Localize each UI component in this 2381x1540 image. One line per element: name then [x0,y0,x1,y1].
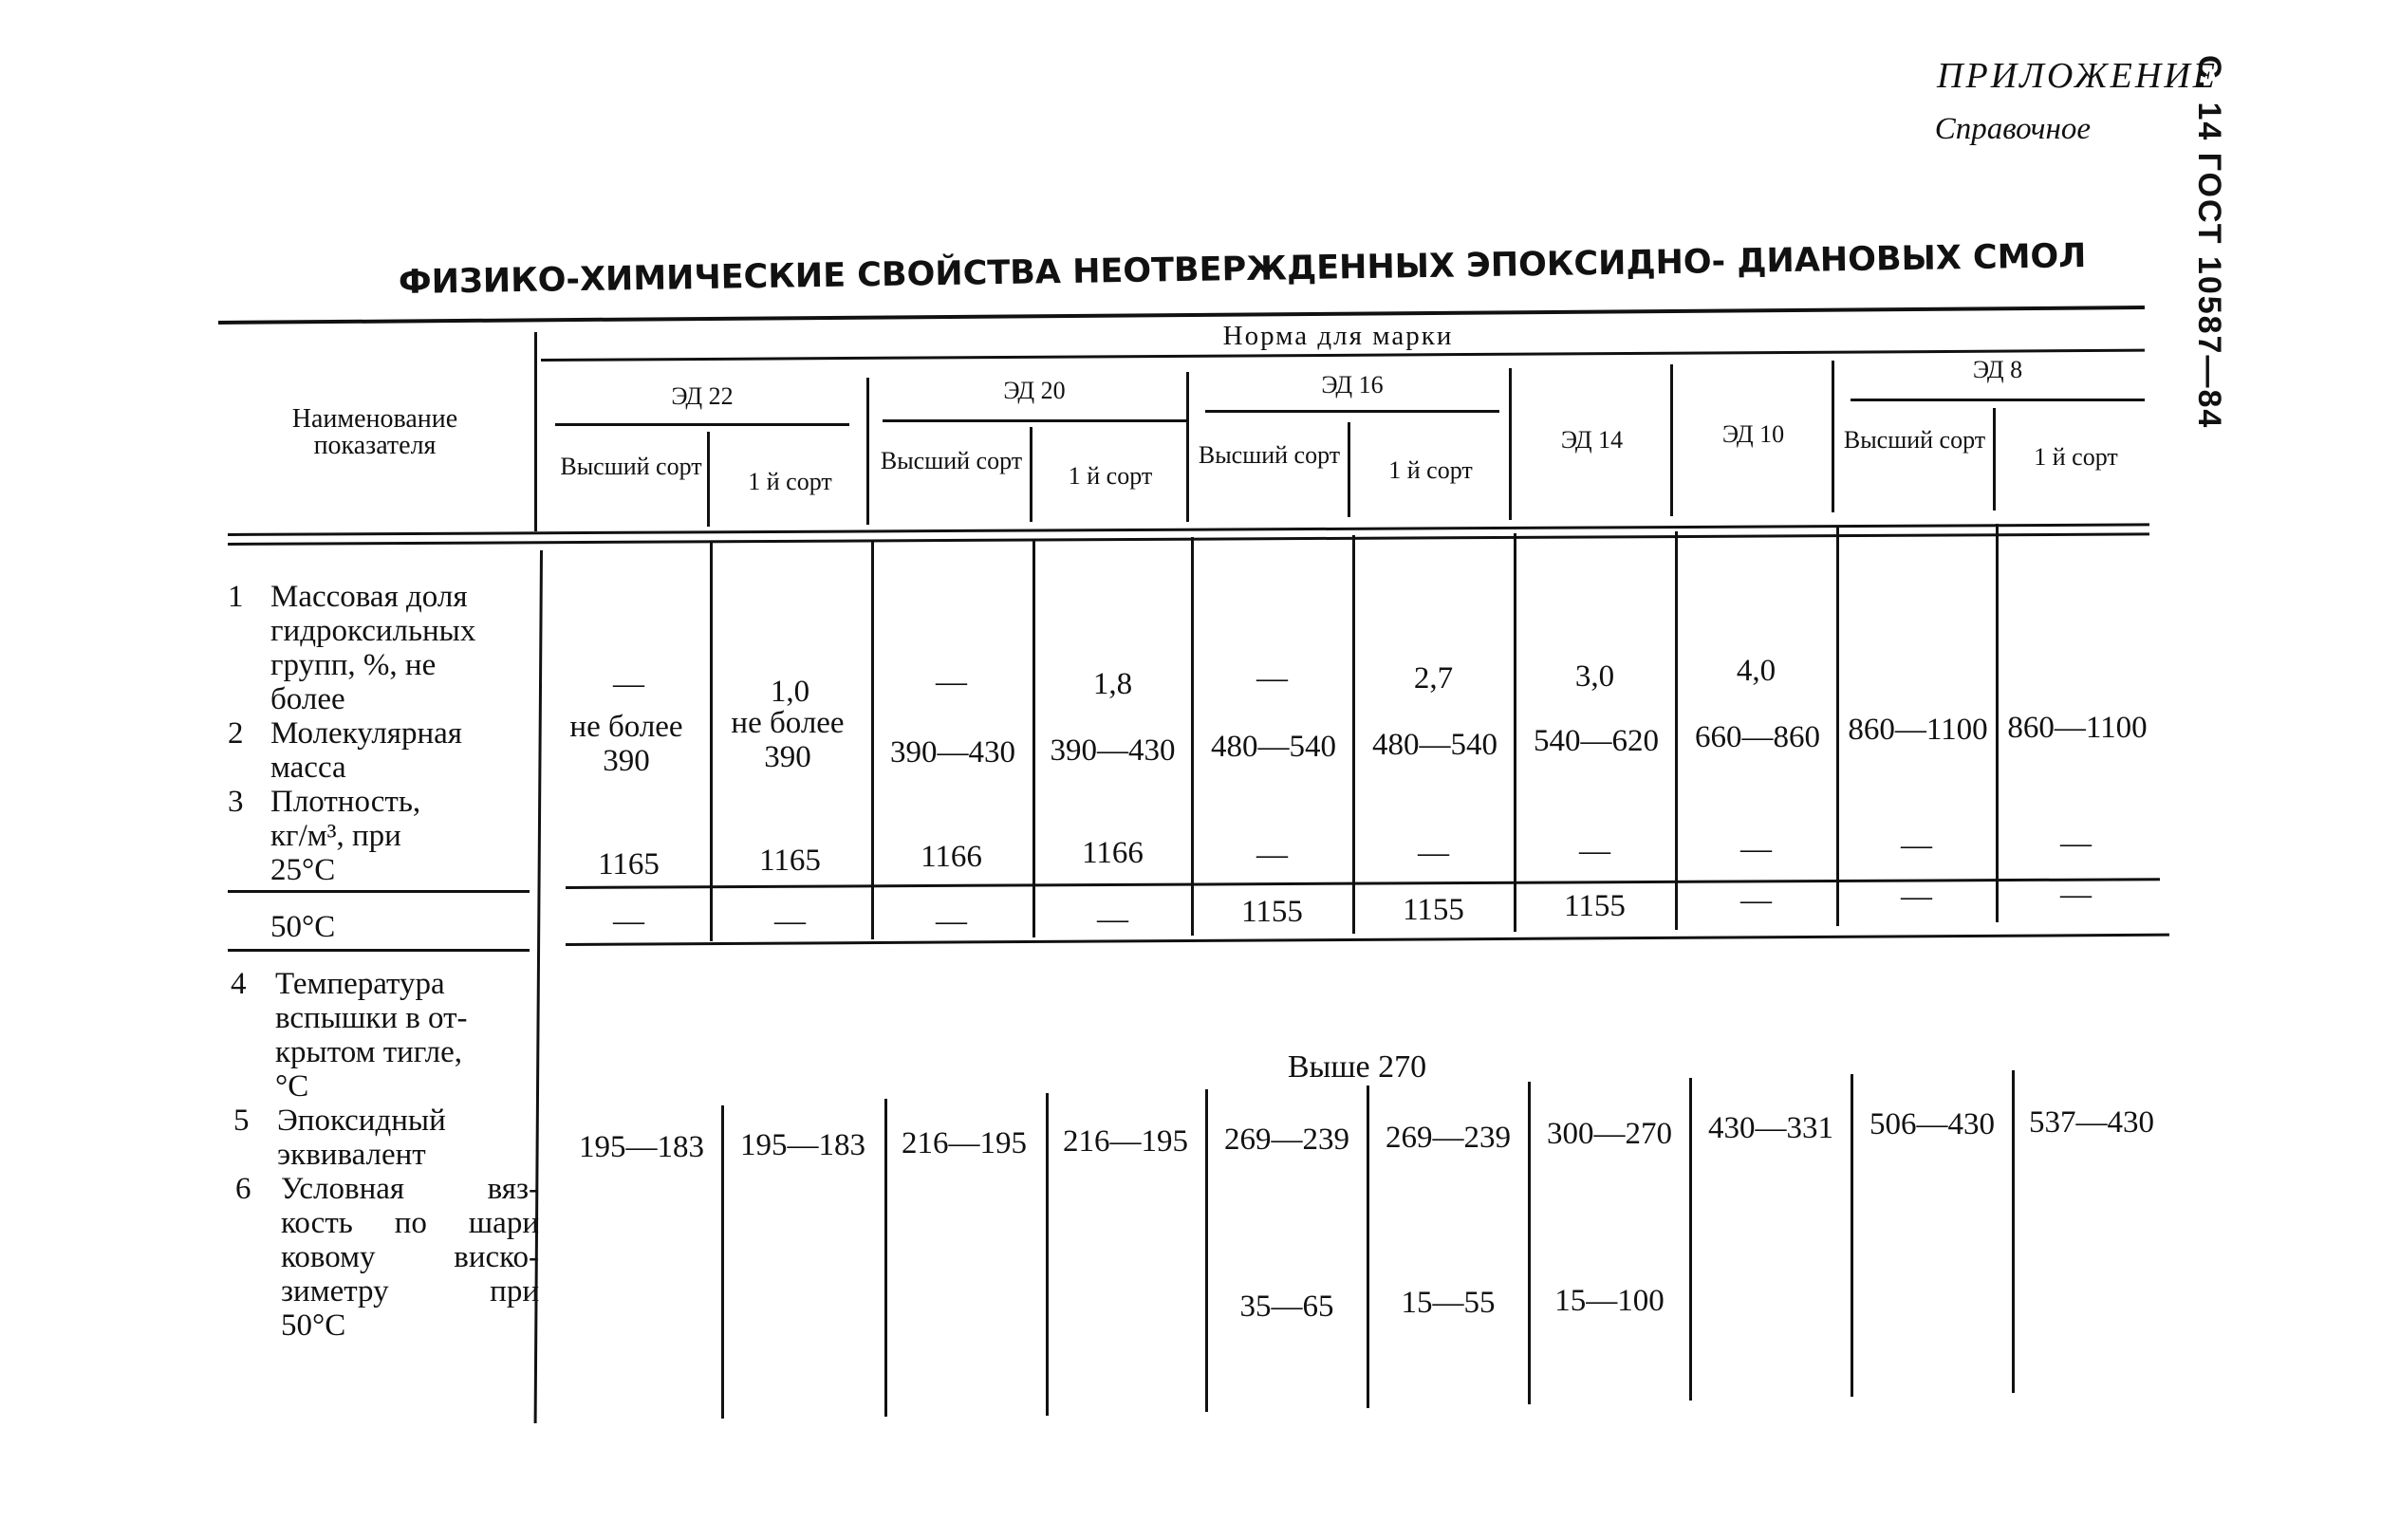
row-name-line: зиметру при [281,1274,539,1308]
sort-header: Высший сорт [880,447,1023,474]
value-cell: 1155 [1564,889,1626,923]
value-cell: 269—239 [1386,1121,1511,1155]
row3b-under-rule [228,949,530,952]
value-cell: — [1097,902,1128,937]
value-cell: 1155 [1403,893,1464,927]
value-cell: 1,8 [1092,667,1133,701]
row-name-line: эквивалент [277,1138,426,1172]
grade-ed14: ЭД 14 [1560,426,1624,454]
appendix-sublabel: Справочное [1934,112,2091,146]
row-name-line: °С [275,1069,309,1104]
ed20-rule [883,419,1186,422]
value-cell: 537—430 [2029,1105,2154,1140]
value-cell: 195—183 [579,1130,704,1164]
grade-ed8: ЭД 8 [1972,356,2023,383]
row-number: 3 [228,785,244,819]
value-cell: 1166 [1082,836,1144,870]
value-cell: 216—195 [1063,1124,1188,1159]
value-cell: — [1256,661,1288,696]
row-name-line: групп, %, не [270,648,437,682]
value-cell: — [613,667,644,701]
title-rule [218,306,2145,325]
value-cell: 4,0 [1736,654,1776,688]
document-title: ФИЗИКО-ХИМИЧЕСКИЕ СВОЙСТВА НЕОТВЕРЖДЕННЫХ ЭПОКСИДНО- ДИАНОВЫХ СМОЛ [398,237,2087,302]
value-cell: — [1901,880,1932,914]
value-cell: 1165 [759,844,821,878]
appendix-label: ПРИЛОЖЕНИЕ [1937,56,2218,96]
value-cell: 506—430 [1869,1107,1995,1141]
sort-header: Высший сорт [1843,426,1986,454]
value-cell: — [2060,826,2092,861]
value-cell: 480—540 [1211,730,1336,764]
value-cell: 540—620 [1534,724,1659,758]
row-name-line: кг/м³, при [270,819,401,853]
sort-header: 1 й сорт [2034,443,2118,471]
value-cell: — [1418,836,1449,870]
value-cell: 300—270 [1547,1117,1672,1151]
value-cell: — [1901,828,1932,863]
value-cell: — [1256,838,1288,872]
value-cell: не более 390 [731,706,845,774]
value-cell: 3,0 [1574,659,1615,694]
sort-header: 1 й сорт [1388,456,1473,484]
row-name-line: Массовая доля [270,580,468,614]
value-cell: 1166 [921,840,982,874]
hdr-vr [707,432,710,527]
row-name-line: Эпоксидный [277,1104,446,1138]
value-cell: 15—100 [1554,1284,1665,1318]
row-number: 5 [233,1104,250,1138]
hdr-vr [1832,361,1834,512]
norm-header: Норма для марки [1222,321,1454,351]
hdr-vr [1509,368,1512,520]
value-cell: — [1579,834,1610,868]
value-cell: 15—55 [1401,1286,1496,1320]
sort-header: 1 й сорт [748,468,832,495]
row-name-line: кость по шари [281,1206,539,1240]
value-cell: 390—430 [890,735,1015,770]
value-cell: — [613,904,644,938]
row-name-line: гидроксильных [270,614,476,648]
row-name-line: 50°С [281,1308,346,1343]
grade-ed10: ЭД 10 [1721,420,1785,448]
row-name-line: 50°С [270,910,336,944]
value-cell: 390—430 [1050,733,1176,768]
ed16-rule [1205,410,1499,413]
grade-ed22: ЭД 22 [671,382,734,410]
row-name-line: Молекулярная [270,716,462,751]
ed22-rule [555,423,849,426]
row-name-line: вспышки в от- [275,1001,468,1035]
value-cell: — [936,665,967,699]
hdr-vr [1030,427,1032,522]
value-cell: 1,0 [770,675,810,709]
grade-ed20: ЭД 20 [1003,377,1066,404]
row-name-line: Плотность, [270,785,421,819]
value-cell: — [774,904,806,938]
row-name-line: Температура [275,967,445,1001]
row-number: 6 [235,1172,251,1206]
value-cell: 480—540 [1372,728,1497,762]
hdr-vr [1993,408,1996,510]
hdr-vr [1348,422,1350,517]
value-cell: 216—195 [902,1126,1027,1160]
body-vr [710,543,713,941]
row-name-line: Условная вяз- [281,1172,539,1206]
value-cell: 860—1100 [2007,711,2148,745]
side-page-header: С. 14 ГОСТ 10587—84 [2191,55,2227,430]
value-cell: 2,7 [1413,661,1454,696]
sort-header: 1 й сорт [1068,462,1153,490]
value-cell: — [1740,883,1772,918]
hdr-vr [1670,364,1673,516]
value-cell: не более 390 [569,710,683,778]
value-cell: — [936,904,967,938]
grade-ed16: ЭД 16 [1321,371,1384,399]
header-bottom-rule-2 [228,532,2149,546]
value-cell: — [1740,832,1772,866]
sort-header: Высший сорт [560,453,702,480]
row-number: 4 [231,967,247,1001]
row3-under-rule [228,890,530,893]
value-cell: 860—1100 [1848,713,1988,747]
row-number: 2 [228,716,244,751]
row-name-line: 25°С [270,853,336,887]
hdr-vr [866,378,869,525]
name-column-header: Наименование показателя [291,404,458,460]
sort-header: Высший сорт [1198,441,1341,469]
value-cell: 660—860 [1695,720,1820,754]
value-cell: 35—65 [1239,1290,1334,1324]
name-col-divider [534,332,537,531]
value-cell-span: Выше 270 [1287,1049,1427,1085]
value-cell: 269—239 [1224,1123,1349,1157]
row-name-line: ковому виско- [281,1240,539,1274]
row-name-line: крытом тигле, [275,1035,463,1069]
value-cell: 1155 [1241,895,1303,929]
ed8-rule [1851,399,2145,401]
value-cell: 1165 [598,847,660,881]
hdr-vr [1186,372,1189,522]
value-cell: 195—183 [740,1128,865,1162]
row-number: 1 [228,580,244,614]
row-name-line: масса [270,751,346,785]
row-name-line: более [270,682,345,716]
value-cell: — [2060,878,2092,912]
value-cell: 430—331 [1708,1111,1833,1145]
